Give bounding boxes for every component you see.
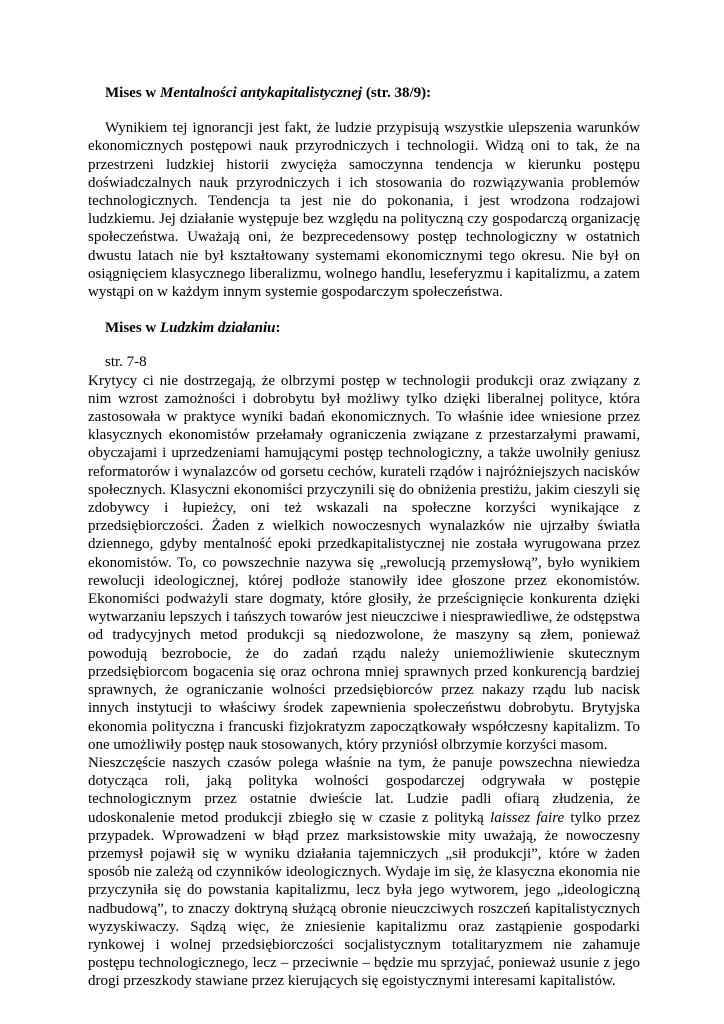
spacer bbox=[88, 337, 640, 353]
page-reference: str. 7-8 bbox=[105, 354, 147, 371]
section2-paragraph-1: Krytycy ci nie dostrzegają, że olbrzymi postęp w technologii produkcji oraz związany z nim wzrost zamożności i dobrobytu był możliwy tylko dzięki liberalnej polityce, która zastosowała w praktyce wyniki badań ekonomicznych. To właśnie idee wniesione przez klasycznych ekonomistów przełamały ograniczenia związane z przestarzałymi prawami, obyczajami i uprzedzeniami hamującymi postęp technologiczny, a także uwolniły geniusz reformatorów i wynalazców od gorsetu cechów, kurateli rządów i najróżniejszych nacisków społecznych. Klasyczni ekonomiści przyczynili się do obniżenia prestiżu, jakim cieszyli się zdobywcy i łupieżcy, oni też wskazali na społeczne korzyści wynikające z przedsiębiorczości. Żaden z wielkich nowoczesnych wynalazków nie ujrzałby światła dziennego, gdyby mentalność epoki przedkapitalistycznej nie została wyrugowana przez ekonomistów. To, co powszechnie nazywa się „rewolucją przemysłową”, było wynikiem rewolucji ideologicznej, której podłoże stanowiły idee głoszone przez ekonomistów. Ekonomiści podważyli stare dogmaty, które głosiły, że prześcignięcie konkurenta dzięki wytwarzaniu lepszych i tańszych towarów jest nieuczciwe i niesprawiedliwe, że odstępstwa od tradycyjnych metod produkcji są niedozwolone, że maszyny są złem, ponieważ powodują bezrobocie, że do zadań rządu należy uniemożliwienie skutecznym przedsiębiorcom bogacenia się oraz ochrona mniej sprawnych przed konkurencją bardziej sprawnych, że ograniczanie wolności przedsiębiorców przez nakazy rządu lub nacisk innych instytucji to właściwy środek zapewnienia społeczeństwu dobrobytu. Brytyjska ekonomia polityczna i francuski fizjokratyzm zapoczątkowały współczesny kapitalizm. To one umożliwiły postęp nauk stosowanych, który przyniósł olbrzymie korzyści masom. bbox=[88, 372, 640, 753]
spacer bbox=[88, 301, 640, 319]
paragraph2-text-after: tylko przez przypadek. Wprowadzeni w błąd przez marksistowskie mity uważają, że nowoczesny przemysł pojawił się w wyniku działania tajemniczych „sił produkcji”, które w żaden sposób nie zależą od czynników ideologicznych. Wydaje im się, że klasyczna ekonomia nie przyczyniła się do powstania kapitalizmu, lecz była jego wytworem, jego „ideologiczną nadbudową”, to znaczy doktryną służącą obronie nieuczciwych roszczeń kapitalistycznych wyzyskiwaczy. Sądzą więc, że zniesienie kapitalizmu oraz zastąpienie gospodarki rynkowej i wolnej przedsiębiorczości socjalistycznym totalitaryzmem nie zahamuje postępu technologicznego, lecz – przeciwnie – będzie mu sprzyjać, ponieważ usunie z jego drogi przeszkody stawiane przez kierujących się egoistycznymi interesami kapitalistów. bbox=[88, 809, 640, 990]
section1-heading-suffix: (str. 38/9): bbox=[362, 85, 432, 101]
document-page bbox=[88, 84, 640, 991]
section2-heading-suffix: : bbox=[275, 320, 281, 337]
section1-heading-title: Mentalności antykapitalistycznej bbox=[160, 85, 363, 101]
section1-heading bbox=[105, 84, 640, 102]
paragraph2-italic-term: laissez faire bbox=[490, 809, 565, 826]
section2-heading-title: Ludzkim działaniu bbox=[160, 320, 276, 337]
section2-paragraph-2 bbox=[88, 754, 640, 991]
spacer bbox=[88, 102, 640, 119]
section2-heading bbox=[105, 319, 640, 337]
section1-heading-prefix: Mises w bbox=[105, 85, 160, 101]
section1-paragraph: Wynikiem tej ignorancji jest fakt, że ludzie przypisują wszystkie ulepszenia warunków ekonomicznych postępowi nauk przyrodniczych i technologii. Widzą oni to tak, że na przestrzeni ludzkiej historii zwycięża samoczynna tendencja w kierunku postępu doświadczalnych nauk przyrodniczych i ich stosowania do rozwiązywania problemów technologicznych. Tendencja ta jest nie do pokonania, i jest wrodzona rodzajowi ludzkiemu. Jej działanie występuje bez względu na polityczną czy gospodarczą organizację społeczeństwa. Uważają oni, że bezprecedensowy postęp technologiczny w ostatnich dwustu latach nie był kształtowany systemami ekonomicznymi tego okresu. Nie był on osiągnięciem klasycznego liberalizmu, wolnego handlu, leseferyzmu i kapitalizmu, a zatem wystąpi on w każdym innym systemie gospodarczym społeczeństwa. bbox=[88, 120, 640, 301]
section2-heading-prefix: Mises w bbox=[105, 320, 160, 337]
paragraph2-text-before: Nieszczęście naszych czasów polega właśnie na tym, że panuje powszechna niewiedza dotycząca roli, jaką polityka wolności gospodarczej odgrywała w postępie technologicznym przez ostatnie dwieście lat. Ludzie padli ofiarą złudzenia, że udoskonalenie metod produkcji zbiegło się w czasie z polityką bbox=[88, 754, 640, 826]
